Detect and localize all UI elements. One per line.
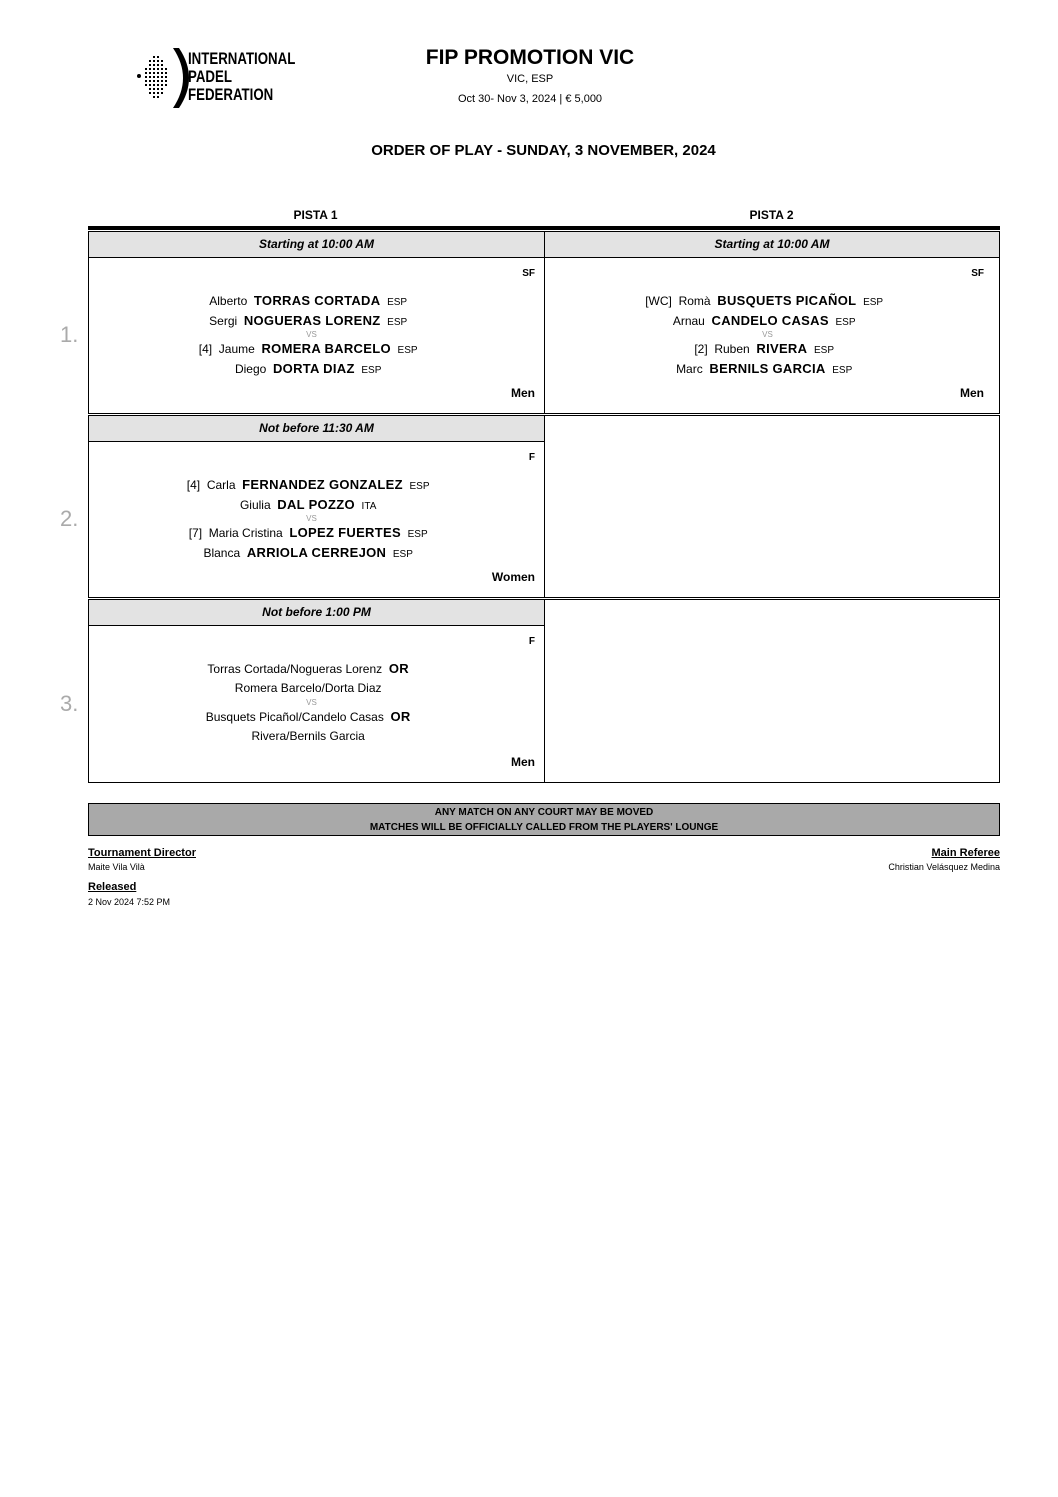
match-time-header: Starting at 10:00 AM [544,231,1000,258]
player-line [84,681,539,695]
player-first-name: Jaume [218,342,255,356]
player-country: ITA [361,501,377,512]
player-first-name: Arnau [672,314,705,328]
player-line [84,661,539,676]
vs-label: VS [762,330,773,339]
player-country: ESP [392,549,413,560]
round-label: SF [522,268,535,279]
player-first-name: Blanca [203,546,241,560]
player-last-name: DAL POZZO [277,497,355,512]
empty-cell [544,415,1000,598]
player-line [84,361,539,376]
player-first-name: Sergi [209,314,238,328]
player-last-name: DORTA DIAZ [272,361,355,376]
notice-line: MATCHES WILL BE OFFICIALLY CALLED FROM THE PLAYERS' LOUNGE [369,822,719,833]
player-first-name: Romera Barcelo/Dorta Diaz [234,681,382,695]
player-first-name: Giulia [239,498,271,512]
player-last-name: NOGUERAS LORENZ [243,313,381,328]
player-line [84,545,539,560]
player-last-name: ROMERA BARCELO [261,341,391,356]
tournament-title: FIP PROMOTION VIC [425,46,635,69]
player-first-name: Busquets Picañol/Candelo Casas [205,710,384,724]
player-line [540,313,995,328]
released-time: 2 Nov 2024 7:52 PM [88,897,171,907]
player-last-name: OR [390,709,411,724]
player-first-name: Torras Cortada/Nogueras Lorenz [207,662,383,676]
round-label: SF [971,268,984,279]
player-country: ESP [813,345,834,356]
row-number: 1. [60,322,79,347]
player-line [84,293,539,308]
player-last-name: ARRIOLA CERREJON [246,545,387,560]
player-line [84,709,539,724]
player-first-name: Carla [206,478,236,492]
row-number: 2. [60,506,79,531]
player-last-name: CANDELO CASAS [711,313,829,328]
player-country: ESP [407,529,428,540]
vs-label: VS [306,514,317,523]
player-last-name: BUSQUETS PICAÑOL [717,293,857,308]
row-number: 3. [60,690,79,716]
player-line [540,361,995,376]
vs-label: VS [306,330,317,339]
director-name: Maite Vila Vilà [88,862,145,872]
player-first-name: Rivera/Bernils Garcia [251,729,365,743]
category-label: Men [960,386,984,400]
player-line [540,341,995,356]
player-country: ESP [863,297,884,308]
player-seed: [2] [694,342,708,356]
match-time-header: Not before 11:30 AM [88,415,545,442]
logo-text: INTERNATIONAL PADEL FEDERATION [188,49,296,104]
round-label: F [528,636,535,647]
player-last-name: LOPEZ FUERTES [289,525,401,540]
player-line [84,341,539,356]
tournament-location: VIC, ESP [506,73,554,85]
player-line [540,293,995,308]
player-first-name: Diego [234,362,267,376]
player-last-name: FERNANDEZ GONZALEZ [242,477,403,492]
player-seed: [4] [198,342,213,356]
player-first-name: Marc [676,362,703,376]
player-country: ESP [397,345,418,356]
order-of-play-title: ORDER OF PLAY - SUNDAY, 3 NOVEMBER, 2024 [371,142,716,159]
player-line [84,313,539,328]
referee-name: Christian Velásquez Medina [888,862,1000,872]
player-first-name: Alberto [209,294,248,308]
category-label: Men [511,386,535,400]
player-line [84,729,539,743]
header-divider [88,226,1000,230]
match-time-header: Starting at 10:00 AM [88,231,545,258]
player-line [84,525,539,540]
round-label: F [528,452,535,463]
notice-banner [88,803,1000,836]
player-first-name: Maria Cristina [208,526,283,540]
category-label: Men [511,755,535,769]
vs-label: VS [306,698,317,707]
player-country: ESP [361,365,382,376]
player-country: ESP [835,317,856,328]
empty-cell [544,599,1000,783]
player-country: ESP [832,365,853,376]
court-header-1: PISTA 1 [293,208,338,222]
player-seed: [7] [188,526,203,540]
player-last-name: TORRAS CORTADA [253,293,381,308]
player-line [84,497,539,512]
notice-line: ANY MATCH ON ANY COURT MAY BE MOVED [434,807,654,818]
player-first-name: Ruben [714,342,750,356]
player-seed: [WC] [645,294,672,308]
player-seed: [4] [186,478,201,492]
player-first-name: Romà [678,294,711,308]
player-last-name: BERNILS GARCIA [709,361,826,376]
player-last-name: OR [388,661,409,676]
released-label: Released [88,881,137,893]
player-last-name: RIVERA [756,341,808,356]
player-line [84,477,539,492]
player-country: ESP [387,297,408,308]
court-header-2: PISTA 2 [749,208,794,222]
match-time-header: Not before 1:00 PM [88,599,545,626]
referee-label: Main Referee [931,847,1000,859]
category-label: Women [491,570,535,584]
player-country: ESP [387,317,408,328]
director-label: Tournament Director [88,847,196,859]
tournament-dates-prize: Oct 30- Nov 3, 2024 | € 5,000 [457,93,603,105]
player-country: ESP [409,481,430,492]
